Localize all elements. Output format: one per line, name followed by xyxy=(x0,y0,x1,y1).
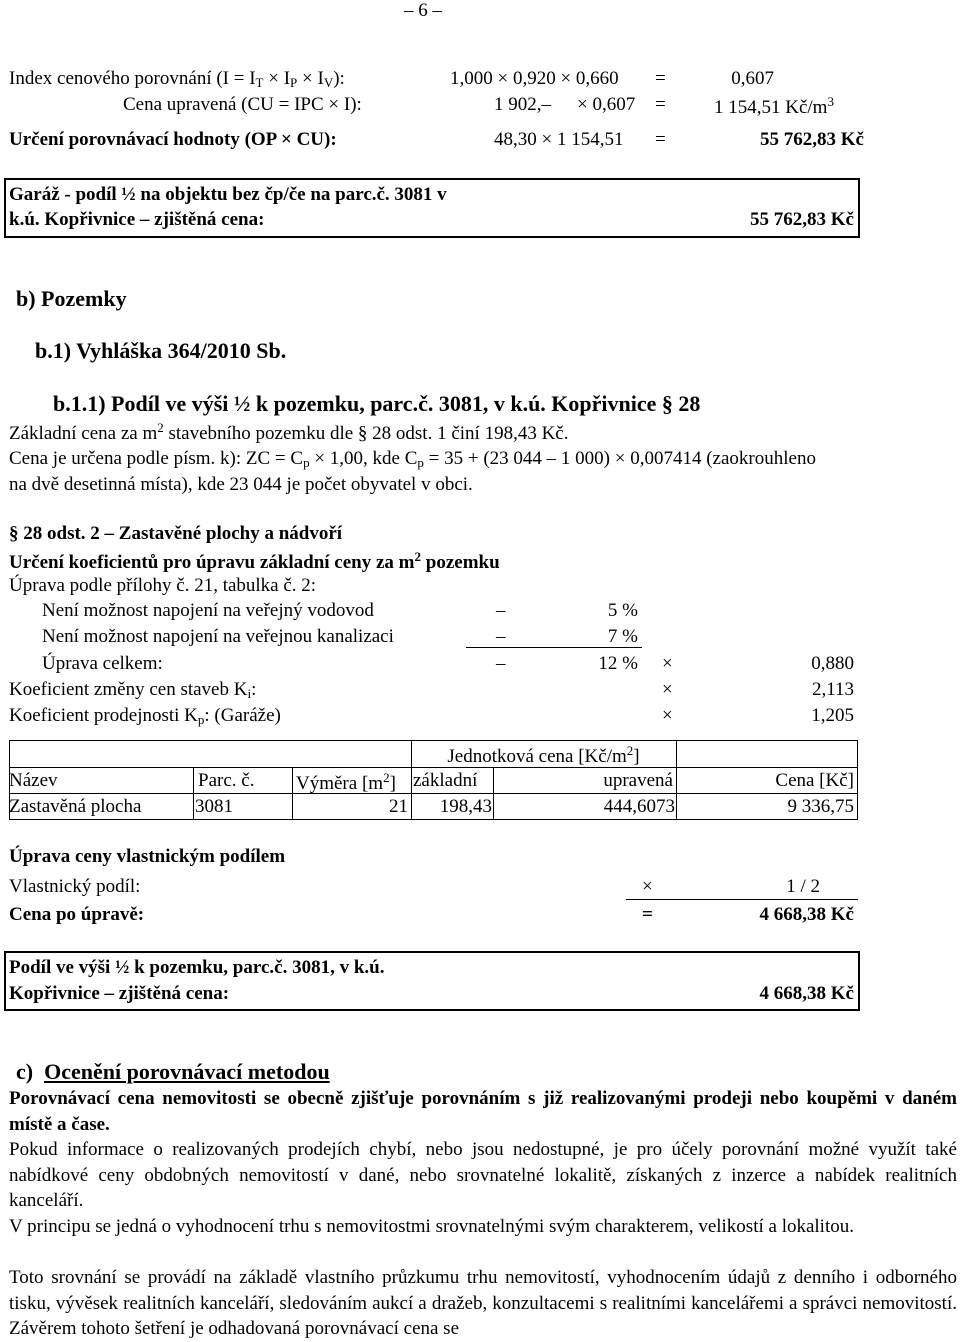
podil-value: 4 668,38 Kč xyxy=(759,983,854,1004)
col-header-parc: Parc. č. xyxy=(198,770,255,791)
times-sign: × xyxy=(662,679,673,700)
cell-zakladni: 198,43 xyxy=(439,796,492,817)
col-header-cena: Cena [Kč] xyxy=(775,770,854,791)
koef-ki-value: 2,113 xyxy=(811,679,854,700)
garaz-value: 55 762,83 Kč xyxy=(750,209,854,230)
vlastnicky-podil-label: Vlastnický podíl: xyxy=(9,876,141,897)
cell-upravena: 444,6073 xyxy=(603,796,675,817)
index-calc: 1,000 × 0,920 × 0,660 xyxy=(450,68,619,89)
section-c-heading: c) Ocenění porovnávací metodou xyxy=(16,1059,330,1084)
adjustment-label: Není možnost napojení na veřejnou kanalizaci xyxy=(42,626,394,647)
paragraph: Toto srovnání se provádí na základě vlastního průzkumu trhu nemovitostí, vyhodnocením údajů z denního i odborného tisku, vývěsek realitních kanceláří, sledováním aukcí a dražeb, konzultacemi s realitními kancelářemi a správci nemovitostí. Závěrem tohoto šetření je odhadovaná porovnávací cena se xyxy=(9,1267,957,1339)
koef-kp-value: 1,205 xyxy=(811,705,854,726)
times-sign: × xyxy=(642,876,653,897)
odst-heading: § 28 odst. 2 – Zastavěné plochy a nádvoří xyxy=(9,523,343,544)
sum-divider xyxy=(626,899,858,900)
times-sign: × xyxy=(662,653,673,674)
podil-line2: Kopřivnice – zjištěná cena: xyxy=(9,983,230,1004)
cell-nazev: Zastavěná plocha xyxy=(9,796,142,817)
cena-urcena-line1: Cena je určena podle písm. k): ZC = $C_p \times 1,00$, kde $C_p = 35 + (23$ 044 – 1 000) × 0,007414 (zaokrouhleno xyxy=(9,448,816,470)
podil-line1: Podíl ve výši ½ k pozemku, parc.č. 3081, v k.ú. xyxy=(9,957,385,978)
cena-upravena-label: Cena upravená (CU = IPC × I): xyxy=(123,94,362,115)
urceni-op-label: Určení porovnávací hodnoty (OP × CU): xyxy=(9,129,337,150)
koef-ki-label: Koeficient změny cen staveb $K_i$: xyxy=(9,679,257,701)
sum-divider xyxy=(466,647,642,648)
paragraph: Porovnávací cena nemovitosti se obecně zjišťuje porovnáním s již realizovanými prodeji nebo koupěmi v daném místě a čase. xyxy=(9,1088,957,1135)
cena-upravena-calc-b: × 0,607 xyxy=(577,94,636,115)
koef-kp-label: Koeficient prodejnosti $K_p$: (Garáže) xyxy=(9,705,281,727)
adjustment-label: Není možnost napojení na veřejný vodovod xyxy=(42,600,374,621)
index-result: 0,607 xyxy=(731,68,774,89)
vlastnicky-podil-value: 1 / 2 xyxy=(786,876,820,897)
urceni-op-result: 55 762,83 Kč xyxy=(760,129,864,150)
cena-upravena-calc-a: 1 902,– xyxy=(494,94,551,115)
uprava-celkem-pct: 12 % xyxy=(598,653,638,674)
adjustment-pct: 7 % xyxy=(607,626,638,647)
paragraph: V principu se jedná o vyhodnocení trhu s nemovitostmi srovnatelnými svým charakterem, velikostí a lokalitou. xyxy=(9,1216,854,1237)
table-group-header: Jednotková cena $[Kč/m^2]$ xyxy=(447,743,640,767)
index-eq: = xyxy=(655,68,666,89)
col-header-zakladni: základní xyxy=(413,770,478,791)
garaz-line1: Garáž - podíl ½ na objektu bez čp/če na parc.č. 3081 v xyxy=(9,184,447,205)
cena-urcena-line2: na dvě desetinná místa), kde 23 044 je počet obyvatel v obci. xyxy=(9,474,473,495)
times-sign: × xyxy=(662,705,673,726)
section-b11-heading: b.1.1) Podíl ve výši ½ k pozemku, parc.č. 3081, v k.ú. Kopřivnice § 28 xyxy=(53,391,701,416)
col-header-upravena: upravená xyxy=(603,770,673,791)
uprava-celkem-dash: – xyxy=(496,653,506,674)
adjustment-dash: – xyxy=(496,600,506,621)
urceni-op-eq: = xyxy=(655,129,666,150)
equals-sign: = xyxy=(642,904,653,925)
index-label: Index cenového porovnání $(I = I_T \times I_P \times I_V)$: xyxy=(9,68,345,90)
zakladni-cena-text: Základní cena za $m^2$ stavebního pozemku dle § 28 odst. 1 činí 198,43 Kč. xyxy=(9,420,569,444)
section-b-heading: b) Pozemky xyxy=(16,286,127,311)
cena-po-uprave-label: Cena po úpravě: xyxy=(9,904,145,925)
paragraph: Pokud informace o realizovaných prodejích chybí, nebo jsou nedostupné, je pro účely porovnání možné využít také nabídkové ceny obdobných nemovitostí v dané, nebo srovnatelné lokalitě, získaných z inzerce a nabídek realitních kanceláří. xyxy=(9,1139,957,1211)
urceni-koef-heading: Určení koeficientů pro úpravu základní ceny za $m^2$ pozemku xyxy=(9,549,500,573)
adjustment-pct: 5 % xyxy=(607,600,638,621)
cell-cena: 9 336,75 xyxy=(787,796,854,817)
garaz-line2: k.ú. Kopřivnice – zjištěná cena: xyxy=(9,209,265,230)
uprava-celkem-label: Úprava celkem: xyxy=(42,653,163,674)
uprava-podilem-heading: Úprava ceny vlastnickým podílem xyxy=(9,846,286,867)
adjustment-dash: – xyxy=(496,626,506,647)
cena-po-uprave-value: 4 668,38 Kč xyxy=(759,904,854,925)
cena-upravena-result: 1 154,51 $Kč/m^3$ xyxy=(714,94,834,118)
uprava-celkem-value: 0,880 xyxy=(811,653,854,674)
cena-upravena-eq: = xyxy=(655,94,666,115)
cell-vymera: 21 xyxy=(389,796,408,817)
uprava-podle: Úprava podle přílohy č. 21, tabulka č. 2: xyxy=(9,575,317,596)
col-header-nazev: Název xyxy=(9,770,58,791)
section-b1-heading: b.1) Vyhláška 364/2010 Sb. xyxy=(35,338,287,363)
col-header-vymera: Výměra $[m^2]$ xyxy=(296,770,396,794)
urceni-op-calc: 48,30 × 1 154,51 xyxy=(494,129,624,150)
cell-parc: 3081 xyxy=(195,796,233,817)
page-number: – 6 – xyxy=(404,0,442,21)
